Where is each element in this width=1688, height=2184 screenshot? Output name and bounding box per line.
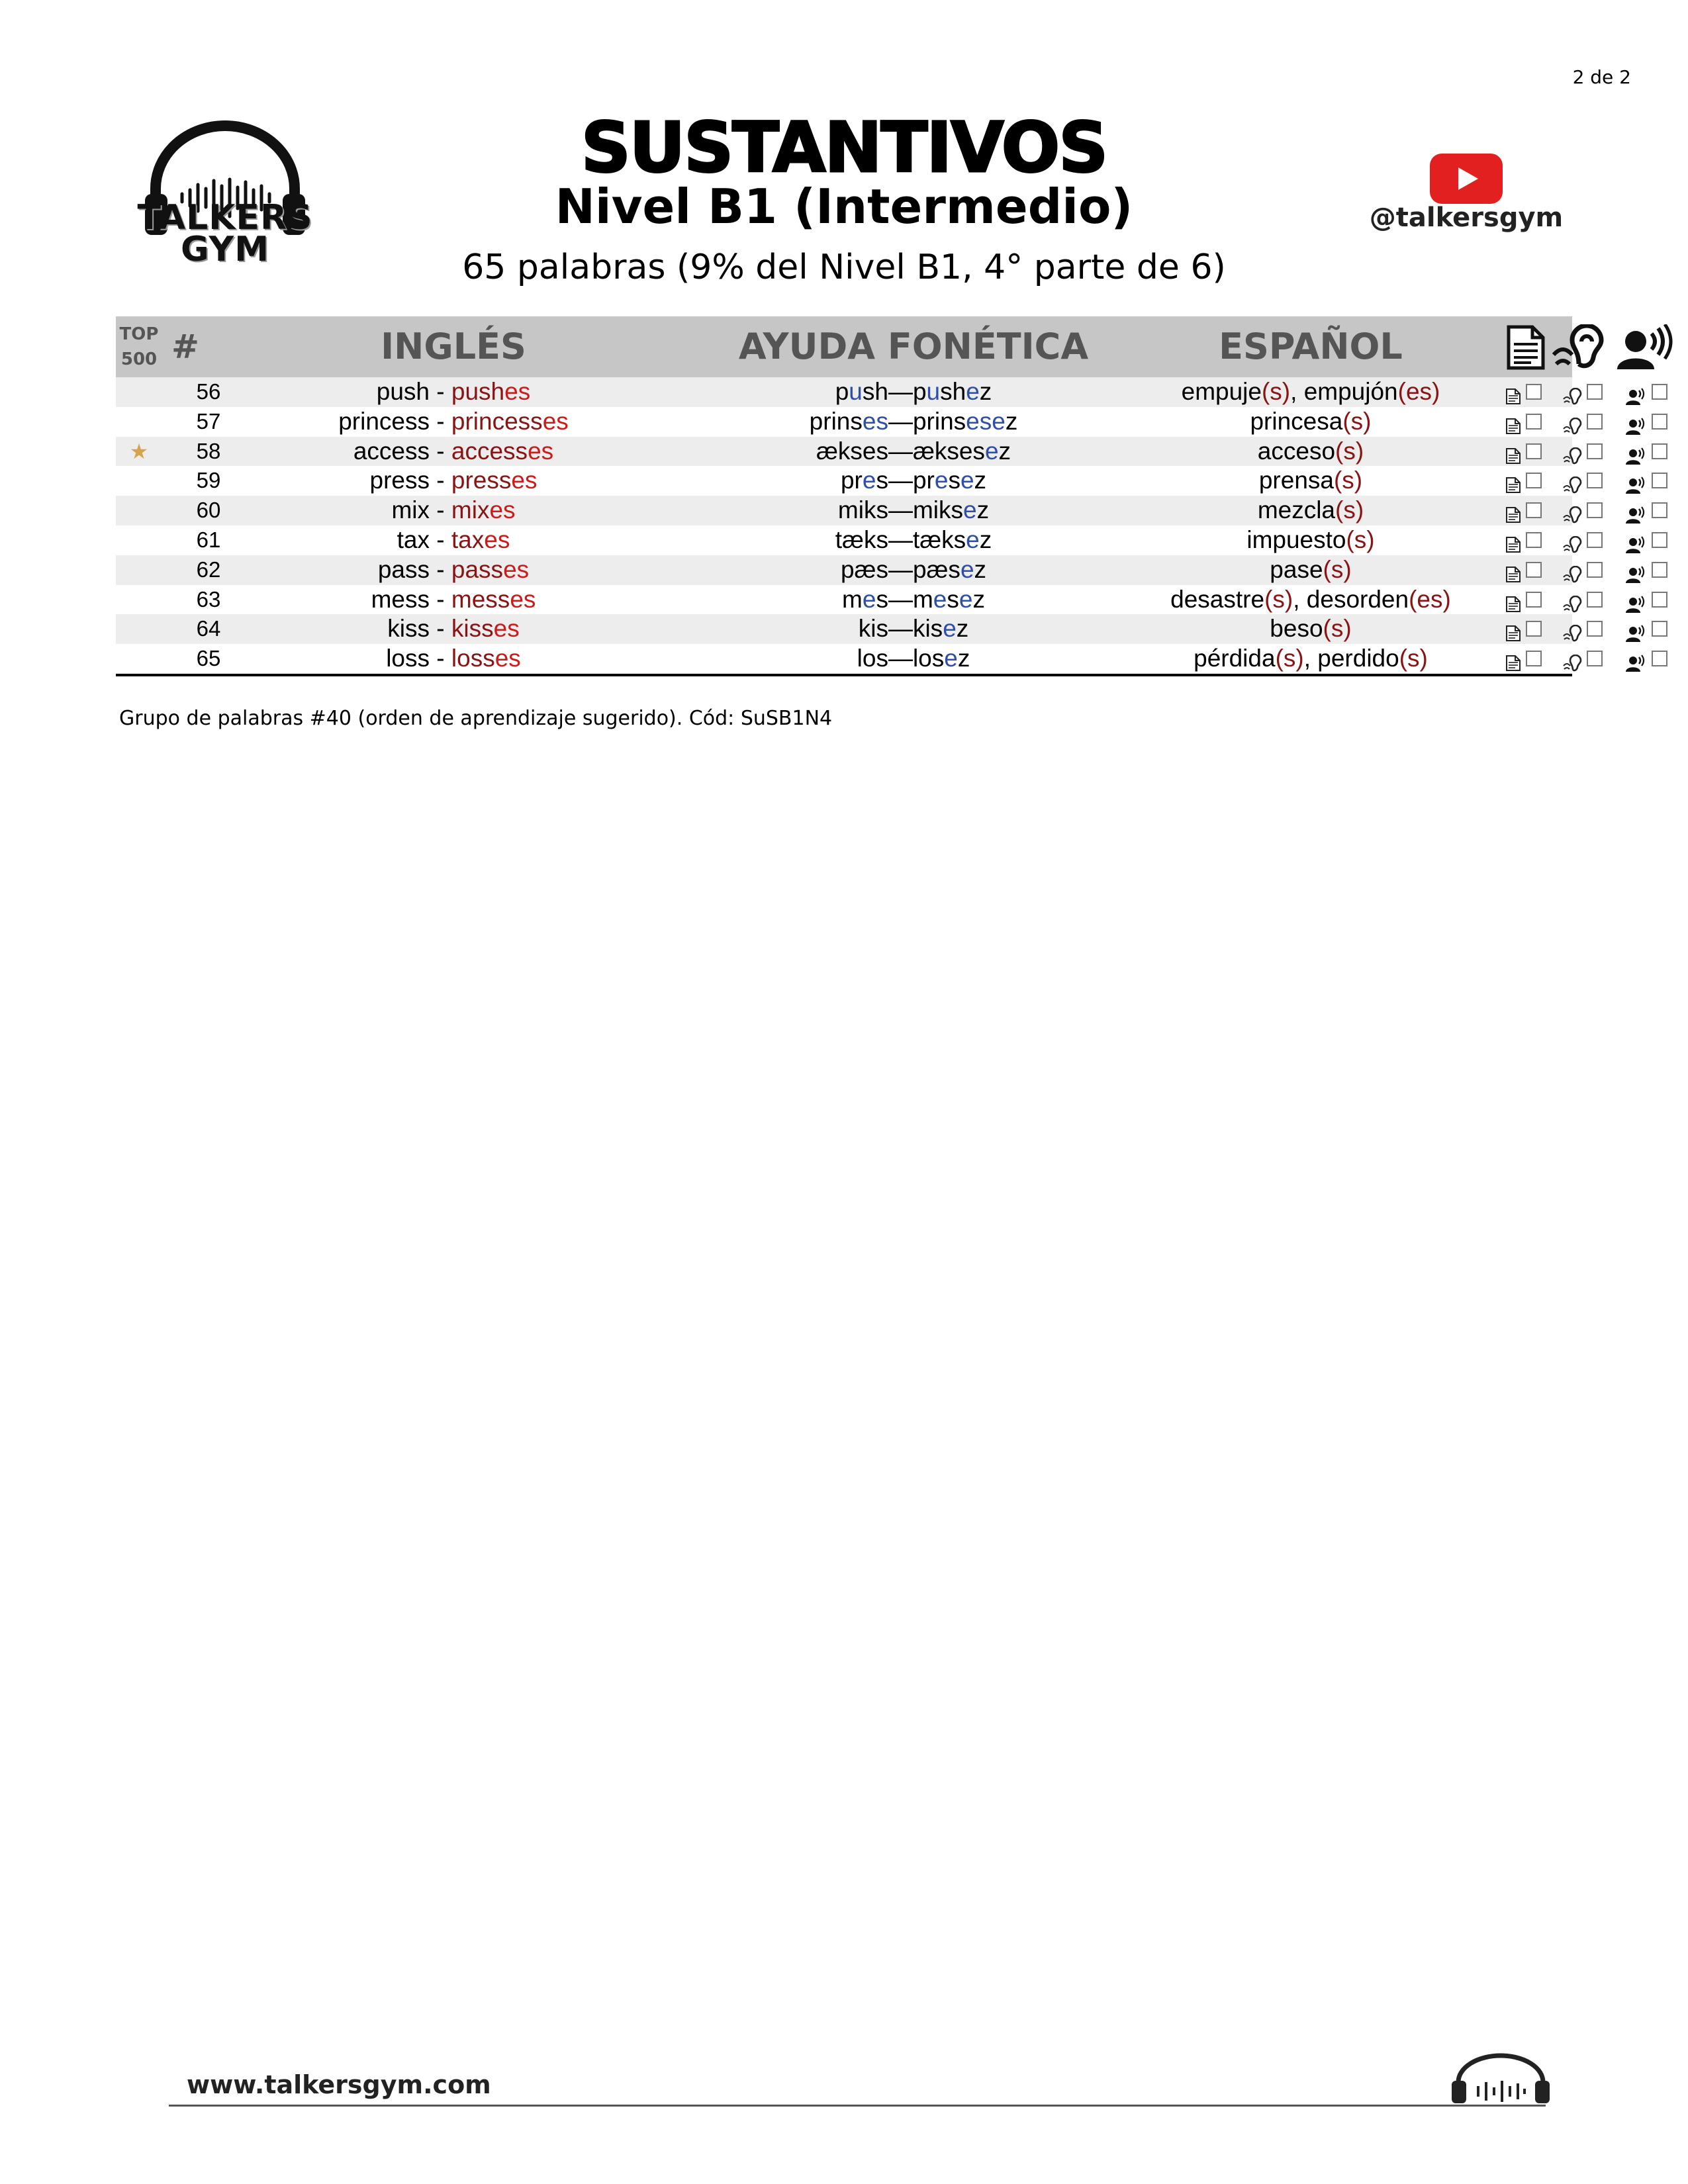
- speak-icon: [1625, 442, 1642, 459]
- phonetic-part: u: [849, 378, 863, 405]
- listen-icon: [1563, 501, 1580, 518]
- phonetic-part: e: [959, 585, 973, 613]
- listen-icon: [1552, 324, 1609, 371]
- spanish-word: , desorden: [1293, 585, 1409, 613]
- phonetic-part: pæs: [912, 555, 961, 583]
- logo-line-2: GYM: [181, 230, 269, 269]
- phonetic-part: tæks: [912, 525, 966, 553]
- english-plural-suffix: es: [528, 437, 554, 465]
- phonetic-part: z: [998, 437, 1011, 465]
- phonetic-part: e: [862, 467, 876, 494]
- phonetic-part: z: [974, 555, 987, 583]
- english-separator: -: [430, 437, 451, 465]
- english-singular: kiss: [387, 615, 430, 643]
- listen-icon: [1563, 649, 1580, 666]
- english-singular: tax: [397, 525, 430, 553]
- row-number: 61: [196, 527, 221, 552]
- read-checkbox[interactable]: [1526, 592, 1542, 608]
- phonetic-part: es: [966, 407, 992, 435]
- column-phonetic: AYUDA FONÉTICA: [738, 326, 1089, 367]
- speak-checkbox[interactable]: [1652, 384, 1667, 400]
- read-checkbox[interactable]: [1526, 414, 1542, 430]
- english-separator: -: [430, 525, 451, 553]
- phonetic-part: e: [944, 645, 958, 672]
- english-singular: mess: [371, 585, 430, 613]
- phonetic-part: tæks: [835, 525, 888, 553]
- spanish-translation: [1096, 585, 1526, 615]
- document-icon: [1505, 590, 1522, 608]
- english-plural-stem: access: [451, 437, 528, 465]
- phonetic-part: —: [888, 585, 913, 613]
- listen-checkbox[interactable]: [1587, 651, 1603, 666]
- spanish-suffix: (s): [1335, 496, 1364, 524]
- phonetic-part: z: [976, 496, 990, 524]
- spanish-word: princesa: [1250, 407, 1343, 435]
- table-row: [116, 585, 1572, 615]
- phonetic-help: [698, 614, 1129, 644]
- english-plural-suffix: es: [511, 467, 538, 494]
- english-word: [255, 644, 652, 674]
- read-checkbox[interactable]: [1526, 384, 1542, 400]
- table-row: [116, 525, 1572, 555]
- english-singular: access: [353, 437, 430, 465]
- speak-icon: [1625, 649, 1642, 666]
- spanish-suffix: (s): [1275, 645, 1304, 672]
- phonetic-help: [698, 407, 1129, 437]
- document-icon: [1505, 561, 1522, 578]
- document-icon: [1505, 471, 1522, 488]
- english-separator: -: [430, 645, 451, 672]
- table-row: [116, 377, 1572, 407]
- phonetic-part: pr: [840, 467, 863, 494]
- spanish-word: acceso: [1257, 437, 1336, 465]
- english-plural-suffix: es: [510, 585, 536, 613]
- speak-icon: [1625, 561, 1642, 578]
- table-row: [116, 466, 1572, 496]
- spanish-word: beso: [1270, 615, 1323, 643]
- phonetic-part: z: [1005, 407, 1018, 435]
- spanish-suffix: (s): [1323, 555, 1352, 583]
- play-icon: [1458, 167, 1478, 190]
- spanish-translation: [1096, 466, 1526, 496]
- speak-checkbox[interactable]: [1652, 473, 1667, 488]
- phonetic-part: m: [842, 585, 863, 613]
- english-plural-stem: mess: [451, 585, 510, 613]
- spanish-word: desastre: [1170, 585, 1265, 613]
- phonetic-part: e: [943, 615, 957, 643]
- table-row: [116, 555, 1572, 585]
- phonetic-part: u: [926, 378, 941, 405]
- english-plural-suffix: es: [503, 555, 530, 583]
- phonetic-part: z: [956, 615, 969, 643]
- vocabulary-table: [116, 316, 1572, 676]
- speak-checkbox[interactable]: [1652, 621, 1667, 637]
- table-row: [116, 644, 1572, 674]
- top500-star-icon: ★: [129, 439, 149, 463]
- document-icon: [1505, 324, 1547, 371]
- speak-icon: [1625, 590, 1642, 608]
- read-checkbox[interactable]: [1526, 473, 1542, 488]
- english-plural-stem: tax: [451, 525, 485, 553]
- spanish-suffix: (s): [1399, 645, 1428, 672]
- listen-checkbox[interactable]: [1587, 414, 1603, 430]
- english-separator: -: [430, 585, 451, 613]
- speak-checkbox[interactable]: [1652, 562, 1667, 578]
- phonetic-part: z: [974, 467, 987, 494]
- english-plural-suffix: es: [489, 496, 516, 524]
- phonetic-part: z: [979, 525, 992, 553]
- document-icon: [1505, 442, 1522, 459]
- spanish-word: , empujón: [1290, 378, 1398, 405]
- table-bottom-rule: [116, 674, 1572, 676]
- row-number: 64: [196, 616, 221, 641]
- phonetic-part: —: [888, 496, 913, 524]
- listen-checkbox[interactable]: [1587, 621, 1603, 637]
- spanish-translation: [1096, 496, 1526, 525]
- row-number: 62: [196, 557, 221, 582]
- english-word: [255, 525, 652, 555]
- website-link[interactable]: www.talkersgym.com: [187, 2070, 491, 2099]
- phonetic-part: kis: [858, 615, 888, 643]
- english-plural-stem: press: [451, 467, 512, 494]
- logo-wordmark: [136, 198, 314, 269]
- speak-checkbox[interactable]: [1652, 532, 1667, 548]
- spanish-translation: [1096, 407, 1526, 437]
- page-subtitle: Nivel B1 (Intermedio): [555, 179, 1133, 234]
- listen-checkbox[interactable]: [1587, 384, 1603, 400]
- speak-checkbox[interactable]: [1652, 592, 1667, 608]
- row-number: 59: [196, 468, 221, 493]
- phonetic-part: kis: [912, 615, 943, 643]
- phonetic-part: e: [933, 585, 947, 613]
- row-number: 56: [196, 379, 221, 404]
- read-checkbox[interactable]: [1526, 621, 1542, 637]
- footer-rule: [169, 2105, 1546, 2107]
- spanish-suffix: (s): [1346, 525, 1375, 553]
- phonetic-part: e: [966, 378, 980, 405]
- phonetic-part: s: [948, 467, 961, 494]
- phonetic-part: —: [888, 407, 913, 435]
- phonetic-part: los: [912, 645, 945, 672]
- english-plural-stem: pass: [451, 555, 504, 583]
- read-checkbox[interactable]: [1526, 502, 1542, 518]
- spanish-translation: [1096, 614, 1526, 644]
- english-separator: -: [430, 467, 451, 494]
- phonetic-part: —: [888, 467, 913, 494]
- english-plural-suffix: es: [504, 378, 531, 405]
- phonetic-part: z: [972, 585, 985, 613]
- phonetic-part: m: [912, 585, 933, 613]
- phonetic-part: e: [984, 437, 999, 465]
- speak-icon: [1625, 412, 1642, 430]
- column-english: INGLÉS: [381, 326, 526, 367]
- phonetic-part: e: [963, 496, 977, 524]
- table-body: [116, 377, 1572, 674]
- english-singular: push: [376, 378, 430, 405]
- spanish-word: prensa: [1258, 467, 1334, 494]
- page-number: 2 de 2: [1572, 66, 1631, 88]
- listen-checkbox[interactable]: [1587, 532, 1603, 548]
- table-row: [116, 614, 1572, 644]
- english-word: [255, 555, 652, 585]
- document-icon: [1505, 619, 1522, 637]
- phonetic-part: s: [876, 585, 888, 613]
- english-separator: -: [430, 496, 451, 524]
- phonetic-part: e: [960, 467, 974, 494]
- english-word: [255, 377, 652, 407]
- read-checkbox[interactable]: [1526, 562, 1542, 578]
- listen-icon: [1563, 442, 1580, 459]
- phonetic-help: [698, 437, 1129, 467]
- english-plural-suffix: es: [542, 407, 569, 435]
- english-word: [255, 585, 652, 615]
- phonetic-part: miks: [837, 496, 888, 524]
- logo-line-1: TALKERS: [137, 198, 313, 238]
- spanish-suffix: (s): [1333, 467, 1363, 494]
- page-title: SUSTANTIVOS: [581, 107, 1107, 188]
- phonetic-part: los: [857, 645, 888, 672]
- english-separator: -: [430, 615, 451, 643]
- phonetic-part: —: [888, 555, 913, 583]
- english-plural-stem: loss: [451, 645, 495, 672]
- listen-icon: [1563, 412, 1580, 430]
- listen-icon: [1563, 619, 1580, 637]
- listen-icon: [1563, 561, 1580, 578]
- document-icon: [1505, 649, 1522, 666]
- phonetic-part: es: [862, 407, 888, 435]
- spanish-suffix: (s): [1342, 407, 1372, 435]
- spanish-translation: [1096, 555, 1526, 585]
- english-singular: press: [369, 467, 430, 494]
- table-header: [116, 316, 1572, 377]
- phonetic-part: p: [912, 378, 927, 405]
- row-number: 65: [196, 646, 221, 671]
- spanish-word: pérdida: [1194, 645, 1276, 672]
- english-word: [255, 496, 652, 525]
- phonetic-part: p: [835, 378, 849, 405]
- english-word: [255, 407, 652, 437]
- table-row: [116, 407, 1572, 437]
- row-number: 63: [196, 586, 221, 612]
- speak-checkbox[interactable]: [1652, 651, 1667, 666]
- phonetic-help: [698, 377, 1129, 407]
- phonetic-part: sh: [862, 378, 888, 405]
- read-checkbox[interactable]: [1526, 532, 1542, 548]
- phonetic-part: —: [888, 615, 913, 643]
- phonetic-part: e: [862, 585, 876, 613]
- listen-icon: [1563, 531, 1580, 548]
- english-singular: pass: [377, 555, 430, 583]
- phonetic-part: —: [888, 437, 913, 465]
- phonetic-part: —: [888, 645, 913, 672]
- row-number: 57: [196, 408, 221, 433]
- speak-icon: [1615, 324, 1674, 371]
- english-separator: -: [430, 555, 451, 583]
- phonetic-help: [698, 644, 1129, 674]
- spanish-word: , perdido: [1303, 645, 1399, 672]
- english-word: [255, 437, 652, 467]
- spanish-word: pase: [1270, 555, 1323, 583]
- phonetic-part: e: [960, 555, 974, 583]
- phonetic-help: [698, 555, 1129, 585]
- english-plural-stem: push: [451, 378, 505, 405]
- phonetic-help: [698, 466, 1129, 496]
- english-plural-stem: princess: [451, 407, 543, 435]
- spanish-word: mezcla: [1257, 496, 1336, 524]
- phonetic-part: sh: [940, 378, 966, 405]
- spanish-suffix: (es): [1397, 378, 1440, 405]
- phonetic-part: pæs: [840, 555, 888, 583]
- phonetic-part: prins: [809, 407, 863, 435]
- phonetic-part: e: [934, 467, 949, 494]
- phonetic-part: miks: [912, 496, 963, 524]
- row-number: 58: [196, 438, 221, 463]
- spanish-suffix: (s): [1335, 437, 1364, 465]
- speak-icon: [1625, 501, 1642, 518]
- english-plural-suffix: es: [493, 615, 520, 643]
- page-caption: 65 palabras (9% del Nivel B1, 4° parte de 6): [462, 248, 1226, 287]
- spanish-suffix: (es): [1409, 585, 1451, 613]
- phonetic-part: pr: [912, 467, 935, 494]
- column-top500-line2: 500: [120, 349, 158, 369]
- read-checkbox[interactable]: [1526, 443, 1542, 459]
- english-singular: loss: [386, 645, 430, 672]
- english-singular: mix: [391, 496, 430, 524]
- footnote: Grupo de palabras #40 (orden de aprendizaje sugerido). Cód: SuSB1N4: [119, 707, 833, 730]
- phonetic-part: e: [992, 407, 1006, 435]
- row-number: 60: [196, 498, 221, 523]
- speak-checkbox[interactable]: [1652, 443, 1667, 459]
- phonetic-part: s: [947, 585, 959, 613]
- document-icon: [1505, 383, 1522, 400]
- phonetic-part: e: [966, 525, 980, 553]
- column-spanish: ESPAÑOL: [1219, 326, 1403, 367]
- read-checkbox[interactable]: [1526, 651, 1542, 666]
- speak-icon: [1625, 471, 1642, 488]
- speak-checkbox[interactable]: [1652, 502, 1667, 518]
- speak-icon: [1625, 619, 1642, 637]
- listen-checkbox[interactable]: [1587, 473, 1603, 488]
- phonetic-help: [698, 496, 1129, 525]
- english-separator: -: [430, 407, 451, 435]
- phonetic-part: —: [888, 378, 913, 405]
- phonetic-part: s: [876, 467, 888, 494]
- spanish-suffix: (s): [1261, 378, 1291, 405]
- spanish-suffix: (s): [1264, 585, 1293, 613]
- document-icon: [1505, 501, 1522, 518]
- phonetic-part: ækses: [912, 437, 985, 465]
- column-top500-line1: TOP: [119, 324, 159, 344]
- listen-icon: [1563, 471, 1580, 488]
- spanish-translation: [1096, 644, 1526, 674]
- table-row: [116, 437, 1572, 467]
- phonetic-part: z: [957, 645, 970, 672]
- spanish-translation: [1096, 525, 1526, 555]
- spanish-word: impuesto: [1246, 525, 1346, 553]
- listen-icon: [1563, 383, 1580, 400]
- english-plural-stem: mix: [451, 496, 490, 524]
- phonetic-part: ækses: [816, 437, 888, 465]
- english-plural-stem: kiss: [451, 615, 494, 643]
- english-plural-suffix: es: [494, 645, 521, 672]
- english-separator: -: [430, 378, 451, 405]
- speak-checkbox[interactable]: [1652, 414, 1667, 430]
- phonetic-part: —: [888, 525, 913, 553]
- document-icon: [1505, 412, 1522, 430]
- english-plural-suffix: es: [484, 525, 510, 553]
- phonetic-part: z: [979, 378, 992, 405]
- phonetic-part: prins: [912, 407, 966, 435]
- listen-checkbox[interactable]: [1587, 562, 1603, 578]
- footer-headphones-logo-icon: [1446, 2052, 1556, 2106]
- column-number: #: [171, 328, 199, 366]
- spanish-suffix: (s): [1323, 615, 1352, 643]
- phonetic-help: [698, 525, 1129, 555]
- listen-checkbox[interactable]: [1587, 443, 1603, 459]
- spanish-translation: [1096, 437, 1526, 467]
- english-word: [255, 466, 652, 496]
- phonetic-help: [698, 585, 1129, 615]
- column-top500: [116, 322, 162, 372]
- speak-icon: [1625, 383, 1642, 400]
- spanish-word: empuje: [1181, 378, 1262, 405]
- english-word: [255, 614, 652, 644]
- listen-checkbox[interactable]: [1587, 502, 1603, 518]
- english-singular: princess: [338, 407, 430, 435]
- spanish-translation: [1096, 377, 1526, 407]
- table-row: [116, 496, 1572, 525]
- listen-checkbox[interactable]: [1587, 592, 1603, 608]
- youtube-handle[interactable]: @talkersgym: [1369, 203, 1564, 233]
- speak-icon: [1625, 531, 1642, 548]
- listen-icon: [1563, 590, 1580, 608]
- document-icon: [1505, 531, 1522, 548]
